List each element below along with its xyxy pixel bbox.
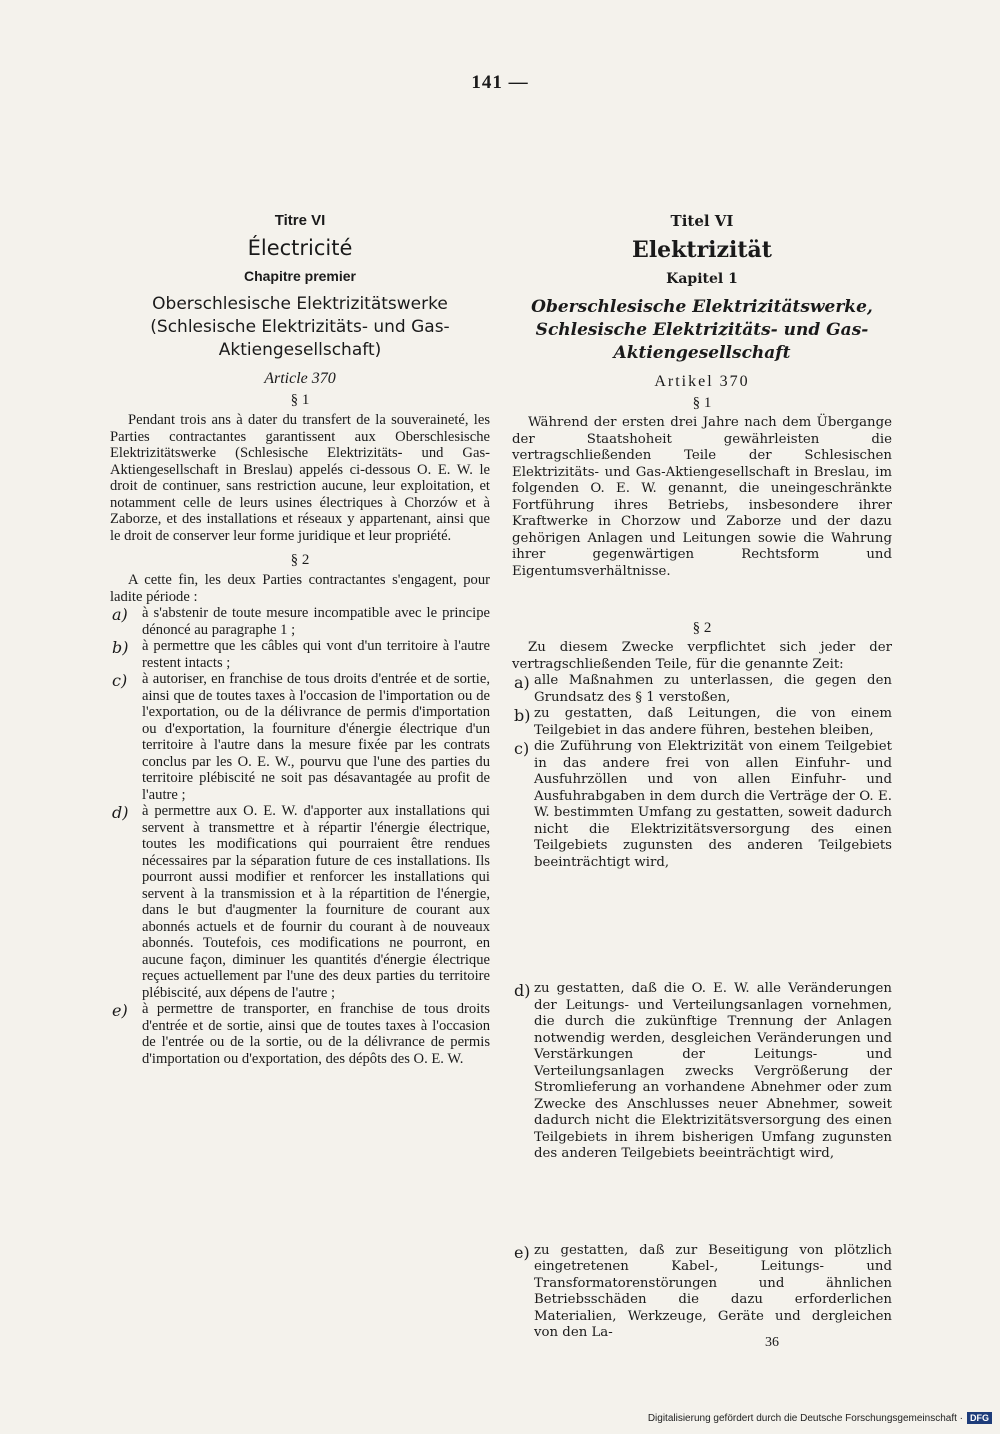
item-marker: c) [514,739,530,758]
item-marker: e) [112,1001,128,1020]
list-item [110,605,490,638]
footer [648,1412,992,1424]
item-text: à permettre de transporter, en franchise de tous droits d'entrée et de sortie, ainsi que de toutes taxes à l'occasion de l'entrée ou de la sortie, ou de la délivrance de permis d'importation ou d'exportation, des dépôts des O. E. W. [142,1001,490,1067]
paragraph-1-label: § 1 [692,395,712,411]
item-marker: c) [112,671,128,690]
list-item [512,706,892,739]
item-marker: d) [112,803,129,822]
paragraph-2-label: § 2 [290,552,310,568]
item-text: à autoriser, en franchise de tous droits d'entrée et de sortie, ainsi que de toutes taxes à l'occasion de l'importation ou de l'exportation, ou de la délivrance de permis d'importation ou d'exportation, la fourniture d'énergie électrique d'un territoire à l'autre dans la mesure fixée par les contrats conclus par les O. E. W., pourvu que l'une des parties du territoire plébiscité ne soit pas désavantagée au profit de l'autre ; [142,671,490,803]
item-text: die Zuführung von Elektrizität von einem Teilgebiet in das andere frei von allen Einfuhr- und Ausfuhrzöllen und von allen Einfuhr- und Ausfuhrabgaben in dem durch die Verträge der O. E. W. bestimmten Umfang zu gestatten, soweit dadurch nicht die Elektrizitätsversorgung des einen Teilgebiets zugunsten des anderen Teilgebiets beeinträchtigt wird, [534,739,892,870]
page-number-bottom: 36 [765,1335,779,1350]
item-text: à permettre aux O. E. W. d'apporter aux installations qui servent à transmettre et à répartir l'énergie électrique, toutes les modifications qui pourraient être rendues nécessaires par la séparation future de ces installations. Ils pourront aussi modifier et renforcer les installations qui servent à la transmission et à la répartition de l'énergie, dans le but d'augmenter la fourniture de courant aux abonnés actuels et de fournir du courant à de nouveaux abonnés. Toutefois, ces modifications ne pourront, en aucune façon, diminuer les quantités d'énergie électrique reçues actuellement par l'une des deux parties du territoire plébiscité, aux dépens de l'autre ; [142,803,490,1001]
heading: Elektrizität [632,237,772,263]
chapter: Chapitre premier [243,268,357,284]
item-marker: d) [514,981,531,1000]
footer-text: Digitalisierung gefördert durch die Deutsche Forschungsgemeinschaft · [647,1412,963,1424]
item-marker: a) [514,673,530,692]
list-item [110,1001,490,1067]
german-column [512,212,892,1342]
paragraph-2-label: § 2 [692,620,712,636]
list-item [110,638,490,671]
item-text: alle Maßnahmen zu unterlassen, die gegen den Grundsatz des § 1 verstoßen, [534,673,892,705]
item-list [512,673,892,1342]
item-text: à s'abstenir de toute mesure incompatible avec le principe dénoncé au paragraphe 1 ; [142,605,490,638]
item-text: à permettre que les câbles qui vont d'un territoire à l'autre restent intacts ; [142,638,490,671]
list-item [110,671,490,803]
subtitle: Oberschlesische Elektrizitätswerke (Schlesische Elektrizitäts- und Gas-Aktiengesellschaft) [150,294,450,360]
french-column [110,212,490,1067]
item-text: zu gestatten, daß zur Beseitigung von plötzlich eingetretenen Kabel-, Leitungs- und Transformatorenstörungen und ähnlichen Betriebsschäden die dazu erforderlichen Materialien, Werkzeuge, Geräte und dergleichen von den La- [534,1242,892,1340]
item-marker: e) [514,1242,530,1262]
subtitle: Oberschlesische Elektrizitätswerke, Schlesische Elektrizitäts- und Gas-Aktiengesellschaft [531,297,873,363]
list-item [512,673,892,706]
list-item [110,803,490,1001]
item-list [110,605,490,1067]
article-label: Article 370 [264,370,336,387]
paragraph-1-label: § 1 [290,392,310,408]
item-text: zu gestatten, daß Leitungen, die von einem Teilgebiet in das andere führen, bestehen bleiben, [534,706,892,738]
dfg-logo: DFG [967,1412,992,1424]
article-label: Artikel 370 [654,373,750,390]
list-item [512,739,892,871]
item-marker: b) [112,638,129,657]
title: Titel VI [670,212,734,230]
chapter: Kapitel 1 [666,271,738,287]
item-text: zu gestatten, daß die O. E. W. alle Veränderungen der Leitungs- und Verteilungsanlagen vornehmen, die durch die zukünftige Trennung der Anlagen notwendig werden, desgleichen Veränderungen und Verstärkungen der Leitungs- und Verteilungsanlagen zwecks Vergrößerung der Stromlieferung an vorhandene Abnehmer oder zum Zwecke des Anschlusses neuer Abnehmer, soweit dadurch nicht die Elektrizitätsversorgung des einen Teilgebiets in ihrem bisherigen Umfang zugunsten des anderen Teilgebiets beeinträchtigt wird, [534,981,892,1161]
paragraph-1: Pendant trois ans à dater du transfert de la souveraineté, les Parties contractantes garantissent aux Oberschlesische Elektrizitätswerke (Schlesische Elektrizitäts- und Gas-Aktiengesellschaft in Breslau) appelés ci-dessous O. E. W. le droit de continuer, sans restriction aucune, leur exploitation, et notamment celle de leurs usines électriques à Chorzów et à Zaborze, et des installations et réseaux y appartenant, ainsi que le droit de conserver leur forme juridique et leur propriété. [110,412,490,544]
list-item [512,1243,892,1342]
paragraph-2-intro: Zu diesem Zwecke verpflichtet sich jeder der vertragschließenden Teile, für die genannte Zeit: [512,640,892,672]
heading: Électricité [247,236,353,260]
item-marker: b) [514,706,531,725]
item-marker: a) [112,605,128,624]
paragraph-1: Während der ersten drei Jahre nach dem Übergange der Staatshoheit gewährleisten die vertragschließenden Teile der Schlesischen Elektrizitäts- und Gas-Aktiengesellschaft in Breslau, im folgenden O. E. W. genannt, die uneingeschränkte Fortführung ihres Betriebs, insbesondere ihrer Kraftwerke in Chorzow und Zaborze und der dazu gehörigen Anlagen und Leitungen sowie die Wahrung ihrer gegenwärtigen Rechtsform und Eigentumsverhältnisse. [512,415,892,579]
list-item [512,981,892,1163]
title: Titre VI [274,212,326,229]
paragraph-2-intro: A cette fin, les deux Parties contractantes s'engagent, pour ladite période : [110,572,490,605]
page-number-top: 141 — [471,72,529,93]
